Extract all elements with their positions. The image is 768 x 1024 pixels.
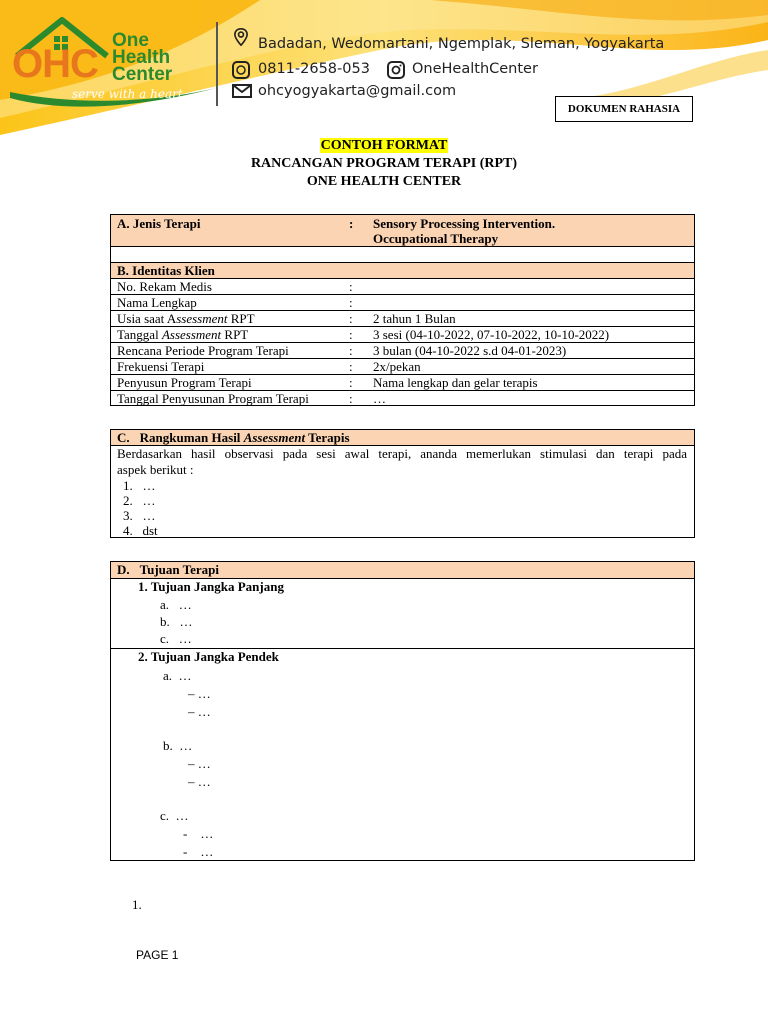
section-d-row — [111, 562, 694, 579]
long-term-goal: c. … — [160, 631, 192, 646]
section-b-label: B. Identitas Klien — [117, 263, 215, 278]
section-a-row — [111, 215, 694, 247]
logo-name-line2: Health — [112, 47, 171, 68]
org-title: ONE HEALTH CENTER — [306, 174, 462, 189]
section-a-value-line2: Occupational Therapy — [373, 231, 499, 246]
identity-field-label: No. Rekam Medis — [117, 279, 212, 294]
section-b-row — [111, 263, 694, 279]
header-divider — [216, 22, 218, 106]
therapy-identity-table — [110, 214, 695, 406]
section-a-value-line1: Sensory Processing Intervention. — [373, 216, 556, 231]
assessment-summary-text — [117, 446, 687, 478]
section-c-letter: C. — [117, 430, 130, 445]
section-d-label: Tujuan Terapi — [139, 562, 220, 577]
assessment-item: 4. dst — [123, 523, 158, 538]
page-number: PAGE 1 — [136, 948, 179, 962]
identity-field-colon: : — [349, 375, 353, 390]
identity-field-colon: : — [349, 311, 353, 326]
section-c-label-em: Assessment — [243, 430, 306, 445]
section-a-colon: : — [349, 216, 354, 231]
section-a-label: A. Jenis Terapi — [117, 216, 201, 231]
identity-field-label: Nama Lengkap — [117, 295, 197, 310]
short-goal-a-sub: – … — [188, 704, 211, 719]
logo-name-line3: Center — [112, 64, 173, 85]
identity-field-colon: : — [349, 343, 353, 358]
email-text: ohcyogyakarta@gmail.com — [258, 83, 457, 99]
short-term-goals — [111, 649, 694, 860]
identity-row — [111, 359, 694, 375]
identity-row — [111, 391, 694, 407]
identity-field-label: Frekuensi Terapi — [117, 359, 205, 374]
section-c-row — [111, 430, 694, 446]
instagram-icon — [387, 61, 405, 79]
section-c-label-post: Terapis — [305, 430, 350, 445]
logo-abbreviation: OHC — [12, 42, 98, 86]
trailing-list-number: 1. — [132, 897, 142, 912]
phone-text: 0811-2658-053 — [258, 61, 370, 77]
summary-line2: aspek berikut : — [117, 462, 194, 477]
identity-field-value: … — [373, 391, 386, 406]
spacer-row — [111, 247, 694, 263]
identity-field-label: Tanggal Assessment RPT — [117, 327, 249, 342]
long-term-goals — [111, 579, 694, 649]
location-pin-icon — [232, 28, 250, 46]
address-text: Badadan, Wedomartani, Ngemplak, Sleman, Yogyakarta — [258, 36, 665, 52]
identity-field-colon: : — [349, 279, 353, 294]
format-title-text: CONTOH FORMAT — [320, 138, 448, 153]
email-icon — [232, 84, 252, 98]
confidential-badge: DOKUMEN RAHASIA — [555, 96, 693, 122]
logo-tagline: serve with a heart — [72, 87, 183, 101]
section-d-letter: D. — [117, 562, 130, 577]
short-goal-b: b. … — [163, 738, 193, 753]
short-goal-a: a. … — [163, 668, 192, 683]
identity-field-colon: : — [349, 327, 353, 342]
identity-row — [111, 279, 694, 295]
short-term-title: 2. Tujuan Jangka Pendek — [138, 649, 279, 664]
program-title: RANCANGAN PROGRAM TERAPI (RPT) — [250, 156, 518, 171]
identity-row — [111, 343, 694, 359]
identity-row — [111, 375, 694, 391]
identity-field-label: Usia saat Assessment RPT — [117, 311, 255, 326]
logo-name-line1: One — [112, 30, 149, 51]
short-goal-a-sub: – … — [188, 686, 211, 701]
identity-row — [111, 327, 694, 343]
instagram-text: OneHealthCenter — [412, 61, 538, 77]
logo-name — [112, 32, 172, 83]
long-term-goal: b. … — [160, 614, 193, 629]
identity-field-colon: : — [349, 295, 353, 310]
whatsapp-icon — [232, 61, 250, 79]
identity-field-colon: : — [349, 359, 353, 374]
long-term-goal: a. … — [160, 597, 192, 612]
summary-line1: Berdasarkan hasil observasi pada sesi awal terapi, ananda memerlukan stimulasi dan terapi pada — [117, 446, 687, 461]
short-goal-c-sub: - … — [183, 826, 214, 841]
identity-field-value: 2 tahun 1 Bulan — [373, 311, 456, 326]
identity-field-value: 3 sesi (04-10-2022, 07-10-2022, 10-10-2022) — [373, 327, 610, 342]
assessment-item: 1. … — [123, 478, 156, 493]
format-title — [0, 138, 768, 154]
short-goal-b-sub: – … — [188, 756, 211, 771]
identity-field-colon: : — [349, 391, 353, 406]
identity-field-value: 3 bulan (04-10-2022 s.d 04-01-2023) — [373, 343, 567, 358]
identity-field-label: Tanggal Penyusunan Program Terapi — [117, 391, 309, 406]
section-c-heading — [117, 430, 350, 446]
long-term-title: 1. Tujuan Jangka Panjang — [138, 579, 284, 594]
identity-row — [111, 295, 694, 311]
identity-field-value: Nama lengkap dan gelar terapis — [373, 375, 538, 390]
identity-field-value: 2x/pekan — [373, 359, 421, 374]
therapy-goals-table — [110, 561, 695, 861]
identity-field-label: Penyusun Program Terapi — [117, 375, 252, 390]
section-c-label-pre: Rangkuman Hasil — [139, 430, 244, 445]
short-goal-c-sub: - … — [183, 844, 214, 859]
identity-row — [111, 311, 694, 327]
assessment-item: 2. … — [123, 493, 156, 508]
identity-field-label: Rencana Periode Program Terapi — [117, 343, 289, 358]
section-d-heading — [117, 562, 219, 578]
short-goal-c: c. … — [160, 808, 189, 823]
assessment-item: 3. … — [123, 508, 156, 523]
short-goal-b-sub: – … — [188, 774, 211, 789]
assessment-summary-table — [110, 429, 695, 538]
